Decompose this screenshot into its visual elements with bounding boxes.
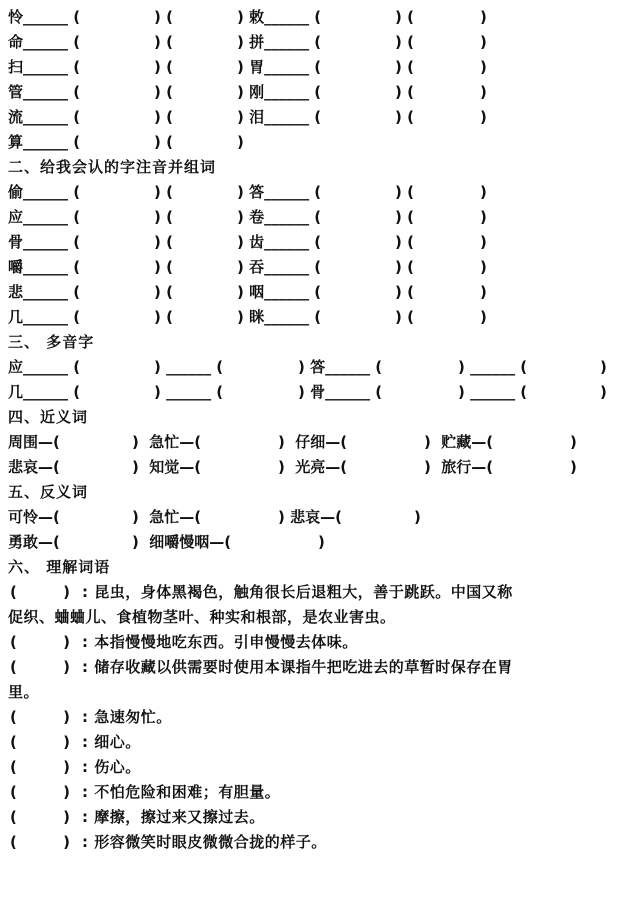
row-part-4: ) 旅行—(	[424, 458, 494, 476]
row-part-3: )	[237, 133, 244, 151]
definition-text: : 储存收藏以供需要时使用本课指牛把吃进去的草暂时保存在胃	[82, 658, 513, 676]
row-part-5: )	[600, 383, 607, 401]
row-part-1: 周围—(	[8, 433, 60, 451]
row-part-3: ) 答______ (	[298, 358, 383, 376]
row-part-1: 流______ (	[8, 108, 81, 126]
definition-item	[8, 781, 612, 803]
row-part-4: ) (	[395, 8, 414, 26]
definition-text: : 伤心。	[82, 758, 141, 776]
row-part-5: )	[480, 8, 487, 26]
row-part-3: ) 答______ (	[237, 183, 322, 201]
definition-continuation	[8, 681, 612, 703]
synonym-row	[8, 456, 612, 478]
row-part-1: 嚼______ (	[8, 258, 81, 276]
row-part-1: 算______ (	[8, 133, 81, 151]
row-part-1: 应______ (	[8, 358, 81, 376]
definition-item	[8, 631, 612, 653]
row-part-5: )	[480, 183, 487, 201]
row-part-3: ) 吞______ (	[237, 258, 322, 276]
row-part-2: ) 细嚼慢咽—(	[132, 533, 232, 551]
row-part-4: ) (	[395, 233, 414, 251]
antonym-row	[8, 531, 612, 553]
row-part-5: )	[480, 308, 487, 326]
row-part-4: )	[414, 508, 421, 526]
row-part-4: ) (	[395, 308, 414, 326]
row-part-3: ) 齿______ (	[237, 233, 322, 251]
section-title: 五、反义词	[8, 483, 89, 501]
row-part-4: ) 贮藏—(	[424, 433, 494, 451]
row-part-2: ) (	[154, 283, 173, 301]
definition-item	[8, 581, 612, 603]
answer-blank: ( )	[10, 808, 71, 826]
row-part-2: ) (	[154, 83, 173, 101]
char-row	[8, 81, 612, 103]
row-part-4: ) ______ (	[458, 383, 528, 401]
char-row	[8, 6, 612, 28]
row-part-1: 管______ (	[8, 83, 81, 101]
section-title: 二、给我会认的字注音并组词	[8, 158, 217, 176]
char-row	[8, 106, 612, 128]
row-part-3: ) 咽______ (	[237, 283, 322, 301]
definition-item	[8, 706, 612, 728]
row-part-2: ) ______ (	[154, 358, 224, 376]
row-part-5: )	[570, 433, 577, 451]
row-part-1: 命______ (	[8, 33, 81, 51]
definition-item	[8, 656, 612, 678]
row-part-5: )	[480, 258, 487, 276]
row-part-3: ) 拼______ (	[237, 33, 322, 51]
row-part-3: ) 刚______ (	[237, 83, 322, 101]
row-part-3: ) 泪______ (	[237, 108, 322, 126]
row-part-2: ) ______ (	[154, 383, 224, 401]
char-row	[8, 306, 612, 328]
row-part-2: ) (	[154, 308, 173, 326]
row-part-5: )	[480, 58, 487, 76]
row-part-1: 扫______ (	[8, 58, 81, 76]
section-title: 三、 多音字	[8, 333, 95, 351]
antonym-row	[8, 506, 612, 528]
answer-blank: ( )	[10, 733, 71, 751]
section-title: 六、 理解词语	[8, 558, 111, 576]
row-part-3: ) 敕______ (	[237, 8, 322, 26]
definition-text: : 急速匆忙。	[82, 708, 172, 726]
row-part-2: ) (	[154, 233, 173, 251]
row-part-4: ) (	[395, 258, 414, 276]
row-part-1: 可怜—(	[8, 508, 60, 526]
row-part-5: )	[480, 108, 487, 126]
polyphone-row	[8, 356, 612, 378]
row-part-1: 骨______ (	[8, 233, 81, 251]
row-part-2: ) (	[154, 208, 173, 226]
row-part-5: )	[480, 283, 487, 301]
definition-item	[8, 806, 612, 828]
definition-text: 里。	[8, 683, 40, 701]
row-part-2: ) (	[154, 33, 173, 51]
answer-blank: ( )	[10, 758, 71, 776]
row-part-3: ) 光亮—(	[278, 458, 348, 476]
definition-item	[8, 731, 612, 753]
row-part-3: ) 仔细—(	[278, 433, 348, 451]
row-part-4: ) (	[395, 33, 414, 51]
char-row	[8, 31, 612, 53]
definition-text: : 不怕危险和困难；有胆量。	[82, 783, 281, 801]
polyphone-row	[8, 381, 612, 403]
row-part-4: ) (	[395, 208, 414, 226]
row-part-3: ) 悲哀—(	[278, 508, 342, 526]
row-part-4: ) (	[395, 58, 414, 76]
row-part-1: 勇敢—(	[8, 533, 60, 551]
answer-blank: ( )	[10, 833, 71, 851]
row-part-1: 悲哀—(	[8, 458, 60, 476]
row-part-5: )	[480, 33, 487, 51]
row-part-1: 怜______ (	[8, 8, 81, 26]
row-part-4: ) ______ (	[458, 358, 528, 376]
definition-item	[8, 831, 612, 853]
row-part-3: ) 眯______ (	[237, 308, 322, 326]
row-part-3: ) 胃______ (	[237, 58, 322, 76]
row-part-3: )	[318, 533, 325, 551]
definition-text: 促织、蛐蛐儿、食植物茎叶、种实和根部，是农业害虫。	[8, 608, 396, 626]
row-part-2: ) (	[154, 8, 173, 26]
answer-blank: ( )	[10, 708, 71, 726]
row-part-4: ) (	[395, 108, 414, 126]
row-part-3: ) 骨______ (	[298, 383, 383, 401]
definition-text: : 昆虫，身体黑褐色，触角很长后退粗大，善于跳跃。中国又称	[82, 583, 513, 601]
row-part-3: ) 卷______ (	[237, 208, 322, 226]
row-part-1: 悲______ (	[8, 283, 81, 301]
row-part-5: )	[480, 83, 487, 101]
char-row	[8, 206, 612, 228]
synonym-row	[8, 431, 612, 453]
row-part-2: ) (	[154, 183, 173, 201]
section-title: 四、近义词	[8, 408, 89, 426]
row-part-2: ) (	[154, 258, 173, 276]
row-part-5: )	[480, 233, 487, 251]
row-part-1: 应______ (	[8, 208, 81, 226]
row-part-4: ) (	[395, 283, 414, 301]
row-part-1: 几______ (	[8, 308, 81, 326]
row-part-2: ) (	[154, 58, 173, 76]
row-part-2: ) 知觉—(	[132, 458, 202, 476]
row-part-2: ) 急忙—(	[132, 508, 202, 526]
definition-continuation	[8, 606, 612, 628]
row-part-4: ) (	[395, 83, 414, 101]
char-row	[8, 256, 612, 278]
answer-blank: ( )	[10, 783, 71, 801]
char-row	[8, 231, 612, 253]
definition-text: : 细心。	[82, 733, 141, 751]
char-row	[8, 281, 612, 303]
row-part-4: ) (	[395, 183, 414, 201]
row-part-2: ) (	[154, 133, 173, 151]
answer-blank: ( )	[10, 583, 71, 601]
answer-blank: ( )	[10, 633, 71, 651]
answer-blank: ( )	[10, 658, 71, 676]
row-part-5: )	[600, 358, 607, 376]
definition-text: : 形容微笑时眼皮微微合拢的样子。	[82, 833, 327, 851]
row-part-2: ) (	[154, 108, 173, 126]
row-part-1: 偷______ (	[8, 183, 81, 201]
row-part-2: ) 急忙—(	[132, 433, 202, 451]
char-row	[8, 56, 612, 78]
definition-item	[8, 756, 612, 778]
definition-text: : 本指慢慢地吃东西。引申慢慢去体味。	[82, 633, 358, 651]
row-part-5: )	[480, 208, 487, 226]
char-row	[8, 131, 612, 153]
char-row	[8, 181, 612, 203]
row-part-1: 几______ (	[8, 383, 81, 401]
row-part-5: )	[570, 458, 577, 476]
definition-text: : 摩擦，擦过来又擦过去。	[82, 808, 265, 826]
